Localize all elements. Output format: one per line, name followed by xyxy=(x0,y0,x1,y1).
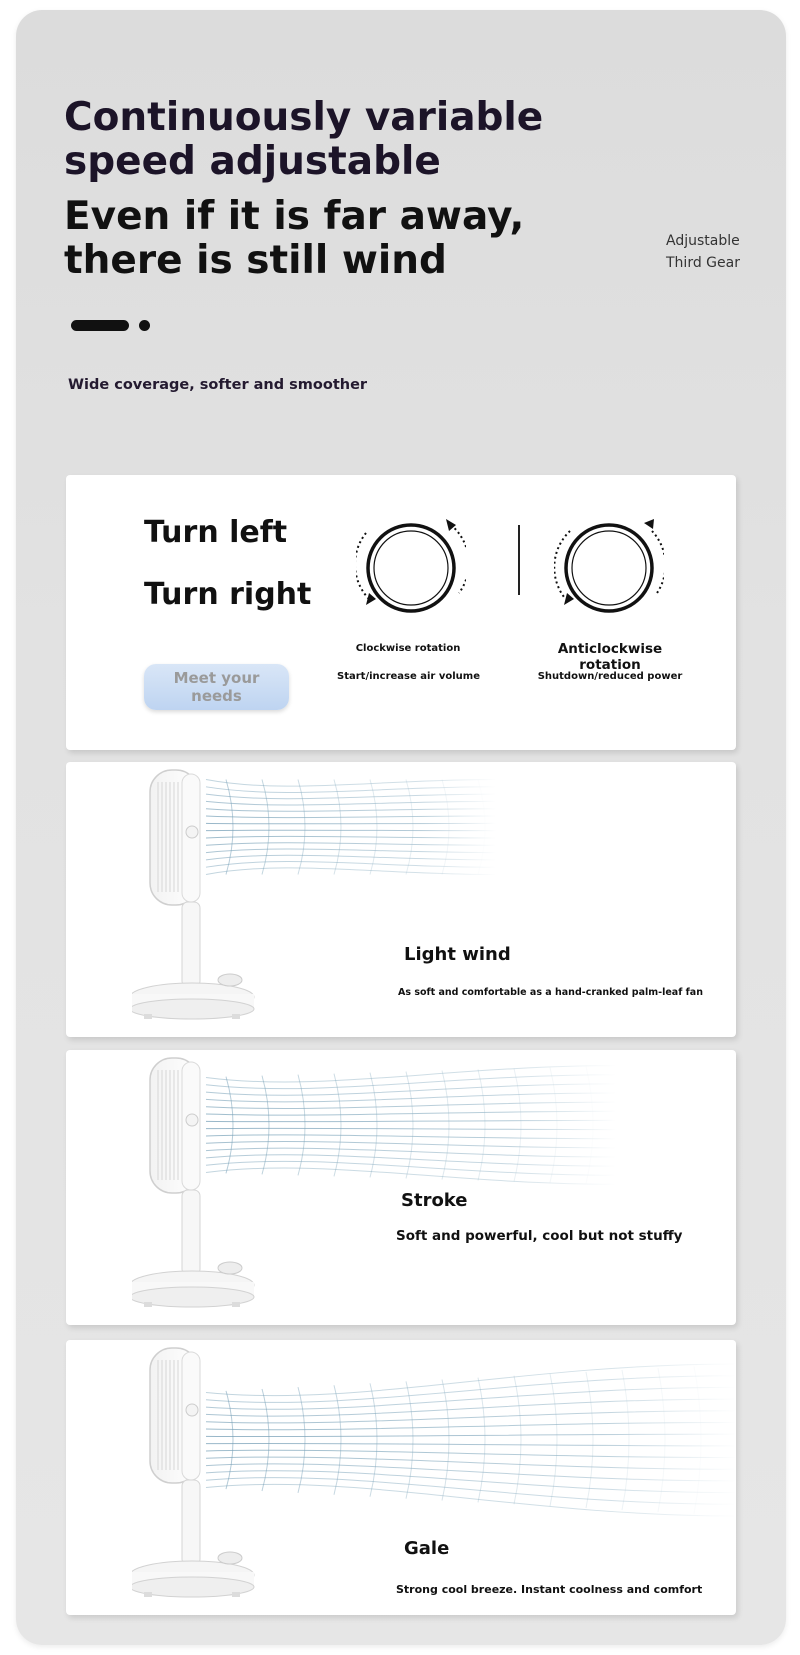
anticlockwise-title: Anticlockwise rotation xyxy=(557,641,663,673)
anticlockwise-desc: Shutdown/reduced power xyxy=(537,671,683,682)
title-line-1: Continuously variable xyxy=(64,95,544,140)
control-card xyxy=(66,475,736,750)
mode-desc: Soft and powerful, cool but not stuffy xyxy=(396,1228,683,1244)
tagline: Wide coverage, softer and smoother xyxy=(68,377,368,393)
mode-card-stroke xyxy=(66,1050,736,1325)
knob-divider xyxy=(518,525,520,595)
mode-card-gale xyxy=(66,1340,736,1615)
fan-icon xyxy=(132,1340,272,1615)
mode-desc: As soft and comfortable as a hand-cranked palm-leaf fan xyxy=(398,987,703,998)
airflow-gale-icon xyxy=(196,1340,736,1540)
turn-left-label: Turn left xyxy=(144,515,288,550)
mode-title: Stroke xyxy=(401,1190,468,1211)
subtitle-line-2: there is still wind xyxy=(64,238,447,283)
page-subtitle xyxy=(64,195,524,283)
clockwise-knob-icon xyxy=(356,513,466,623)
clockwise-desc: Start/increase air volume xyxy=(337,671,480,682)
clockwise-title: Clockwise rotation xyxy=(355,643,461,654)
gear-line-1: Adjustable xyxy=(666,233,740,249)
mode-desc: Strong cool breeze. Instant coolness and comfort xyxy=(396,1583,703,1596)
fan-icon xyxy=(132,762,272,1037)
subtitle-line-1: Even if it is far away, xyxy=(64,194,525,239)
decor-dash xyxy=(71,320,129,331)
meet-needs-button[interactable]: Meet your needs xyxy=(144,664,289,710)
page-title xyxy=(64,96,543,184)
mode-title: Gale xyxy=(404,1538,450,1559)
turn-right-label: Turn right xyxy=(144,577,312,612)
decor-dot xyxy=(139,320,150,331)
mode-card-light xyxy=(66,762,736,1037)
gear-line-2: Third Gear xyxy=(666,255,740,271)
gear-label xyxy=(666,230,740,274)
mode-title: Light wind xyxy=(404,944,511,965)
title-line-2: speed adjustable xyxy=(64,139,441,184)
anticlockwise-knob-icon xyxy=(554,513,664,623)
fan-icon xyxy=(132,1050,272,1325)
